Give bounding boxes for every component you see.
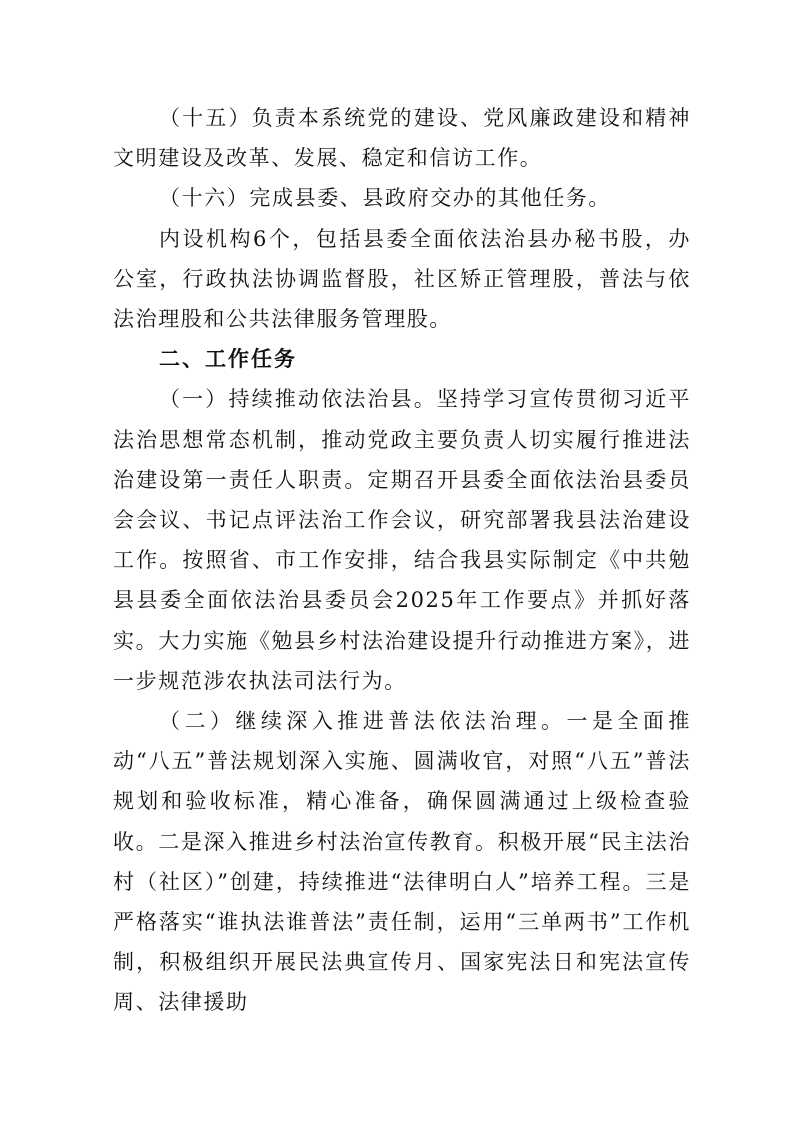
paragraph-item-15: （十五）负责本系统党的建设、党风廉政建设和精神文明建设及改革、发展、稳定和信访工作。 bbox=[113, 106, 691, 171]
paragraph-internal-departments: 内设机构6个，包括县委全面依法治县办秘书股，办公室，行政执法协调监督股，社区矫正管理股，普法与依法治理股和公共法律服务管理股。 bbox=[113, 226, 691, 332]
paragraph-task-2: （二）继续深入推进普法依法治理。一是全面推动“八五”普法规划深入实施、圆满收官，对照“八五”普法规划和验收标准，精心准备，确保圆满通过上级检查验收。二是深入推进乡村法治宣传教育。积极开展“民主法治村（社区）”创建，持续推进“法律明白人”培养工程。三是严格落实“谁执法谁普法”责任制，运用“三单两书”工作机制，积极组织开展民法典宣传月、国家宪法日和宪法宣传周、法律援助 bbox=[113, 709, 691, 1015]
section-heading-work-tasks: 二、工作任务 bbox=[159, 347, 297, 372]
paragraph-item-16: （十六）完成县委、县政府交办的其他任务。 bbox=[159, 186, 611, 211]
document-page bbox=[113, 98, 691, 1023]
paragraph-task-1: （一）持续推动依法治县。坚持学习宣传贯彻习近平法治思想常态机制，推动党政主要负责人切实履行推进法治建设第一责任人职责。定期召开县委全面依法治县委员会会议、书记点评法治工作会议，研究部署我县法治建设工作。按照省、市工作安排，结合我县实际制定《中共勉县县委全面依法治县委员会2025年工作要点》并抓好落实。大力实施《勉县乡村法治建设提升行动推进方案》，进一步规范涉农执法司法行为。 bbox=[113, 387, 691, 693]
